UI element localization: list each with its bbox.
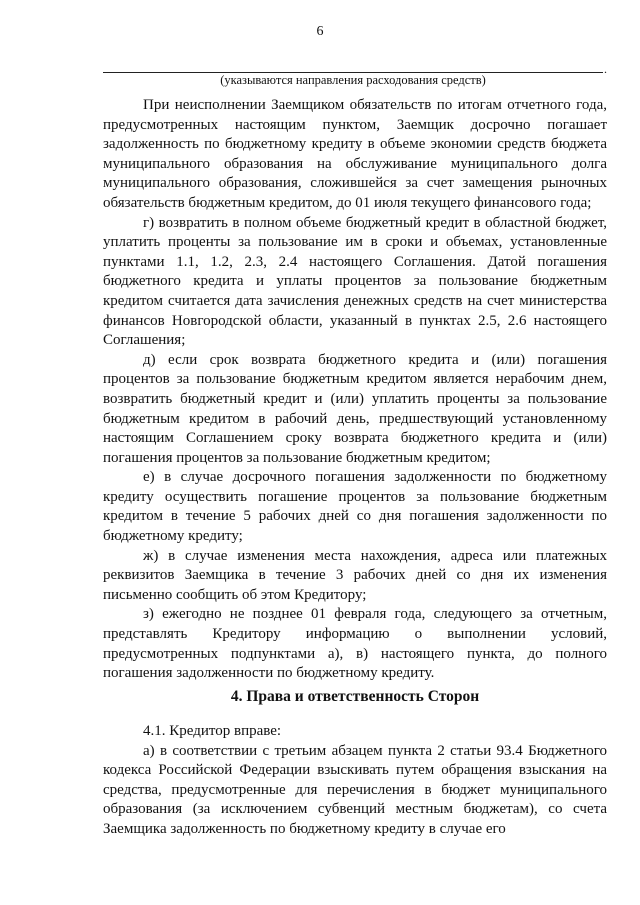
section-4-text bbox=[103, 722, 607, 840]
fill-in-caption: (указываются направления расходования средств) bbox=[220, 73, 486, 87]
page-number: 6 bbox=[316, 24, 324, 39]
paragraph-d: д) если срок возврата бюджетного кредита и (или) погашения процентов за пользование бюджетным кредитом является нерабочим днем, возвратить бюджетный кредит и (или) уплатить проценты за пользование бюджетным кредитом в рабочий день, предшествующий установленному настоящим Соглашением сроку возврата бюджетного кредита и (или) погашения процентов за пользование бюджетным кредитом; bbox=[103, 351, 607, 466]
paragraph-zh: ж) в случае изменения места нахождения, адреса или платежных реквизитов Заемщика в течение 3 рабочих дней со дня их изменения письменно сообщить об этом Кредитору; bbox=[103, 547, 607, 603]
paragraph-e: е) в случае досрочного погашения задолженности по бюджетному кредиту осуществить погашение процентов за пользование бюджетным кредитом в течение 5 рабочих дней со дня погашения задолженности по бюджетному кредиту; bbox=[103, 469, 607, 545]
paragraph-4-1-a: а) в соответствии с третьим абзацем пункта 2 статьи 93.4 Бюджетного кодекса Российской Федерации взыскивать путем обращения взыскания на средства, предусмотренные для перечисления в бюджет муниципального образования (за исключением субвенций местным бюджетам), со счета Заемщика задолженность по бюджетному кредиту в случае его bbox=[103, 742, 607, 837]
section-heading: 4. Права и ответственность Сторон bbox=[230, 688, 480, 705]
obligations-text bbox=[103, 96, 607, 684]
paragraph-g: г) возвратить в полном объеме бюджетный кредит в областной бюджет, уплатить проценты за пользование им в сроки и объемах, установленные пунктами 1.1, 1.2, 2.3, 2.4 настоящего Соглашения. Датой погашения бюджетного кредита и уплаты процентов за пользование бюджетным кредитом считается дата зачисления денежных средств на счет министерства финансов Новгородской области, указанный в пунктах 2.5, 2.6 настоящего Соглашения; bbox=[103, 214, 607, 349]
paragraph-early-repayment: При неисполнении Заемщиком обязательств по итогам отчетного года, предусмотренных настоящим пунктом, Заемщик досрочно погашает задолженность по бюджетному кредиту в объеме экономии средств бюджета муниципального образования на обслуживание муниципального долга муниципального образования, сложившейся за счет замещения рыночных обязательств бюджетным кредитом, до 01 июля текущего финансового года; bbox=[103, 97, 607, 211]
paragraph-4-1: 4.1. Кредитор вправе: bbox=[143, 723, 282, 739]
trailing-mark: . bbox=[604, 62, 607, 76]
paragraph-z: з) ежегодно не позднее 01 февраля года, следующего за отчетным, представлять Кредитору информацию о выполнении условий, предусмотренных подпунктами а), в) настоящего пункта, до полного погашения задолженности по бюджетному кредиту. bbox=[103, 606, 607, 682]
